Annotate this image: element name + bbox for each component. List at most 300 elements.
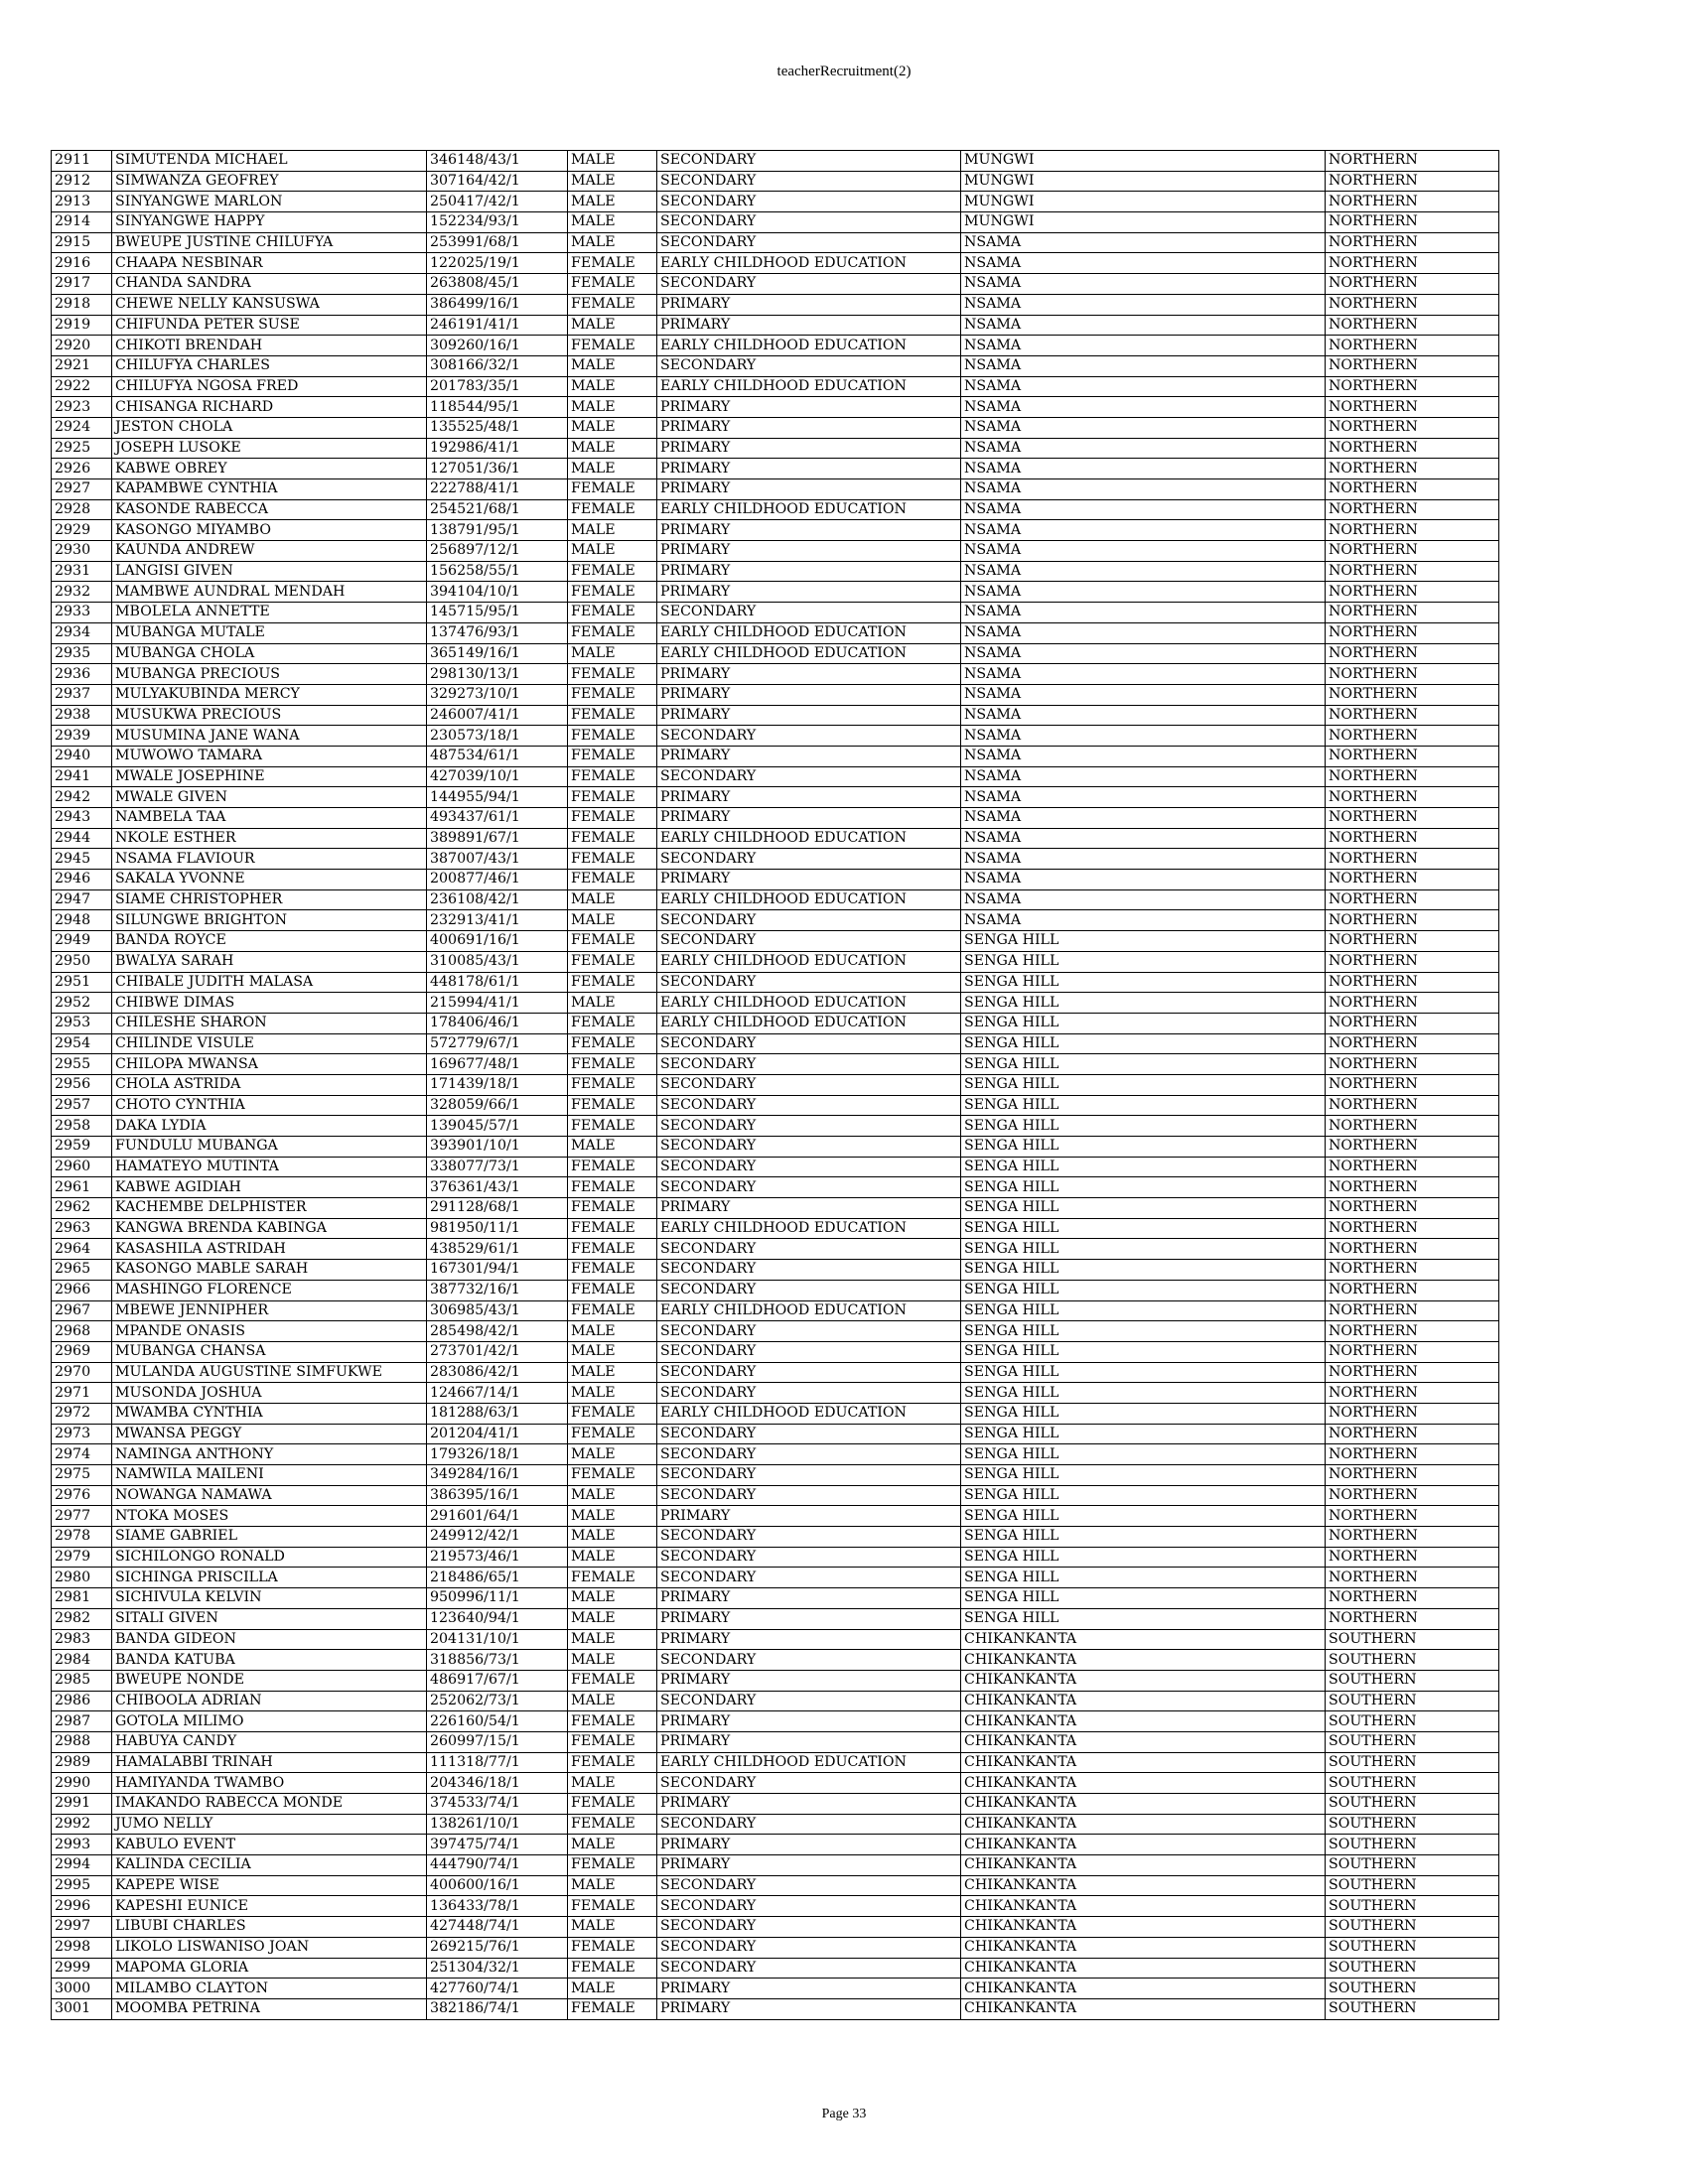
level-cell: EARLY CHILDHOOD EDUCATION — [657, 1013, 961, 1033]
gender-cell: MALE — [568, 417, 657, 438]
nrc-number-cell: 118544/95/1 — [427, 397, 568, 418]
gender-cell: FEMALE — [568, 1218, 657, 1239]
gender-cell: MALE — [568, 1444, 657, 1465]
level-cell: EARLY CHILDHOOD EDUCATION — [657, 993, 961, 1014]
name-cell: JUMO NELLY — [112, 1814, 427, 1835]
table-row — [52, 1280, 1499, 1300]
province-cell: NORTHERN — [1326, 726, 1499, 747]
table-row — [52, 1691, 1499, 1711]
nrc-number-cell: 427760/74/1 — [427, 1979, 568, 1999]
gender-cell: FEMALE — [568, 1731, 657, 1752]
gender-cell: FEMALE — [568, 274, 657, 295]
gender-cell: MALE — [568, 1485, 657, 1506]
row-number-cell: 2960 — [52, 1157, 112, 1177]
province-cell: SOUTHERN — [1326, 1979, 1499, 1999]
level-cell: EARLY CHILDHOOD EDUCATION — [657, 376, 961, 397]
name-cell: MOOMBA PETRINA — [112, 1998, 427, 2019]
name-cell: SICHILONGO RONALD — [112, 1547, 427, 1568]
gender-cell: FEMALE — [568, 951, 657, 972]
gender-cell: FEMALE — [568, 582, 657, 603]
row-number-cell: 2966 — [52, 1280, 112, 1300]
row-number-cell: 2935 — [52, 643, 112, 664]
gender-cell: FEMALE — [568, 479, 657, 500]
table-row — [52, 459, 1499, 479]
district-cell: NSAMA — [961, 910, 1326, 931]
gender-cell: FEMALE — [568, 336, 657, 356]
district-cell: NSAMA — [961, 294, 1326, 315]
table-row — [52, 1424, 1499, 1444]
level-cell: SECONDARY — [657, 1444, 961, 1465]
table-row — [52, 726, 1499, 747]
nrc-number-cell: 250417/42/1 — [427, 192, 568, 212]
province-cell: SOUTHERN — [1326, 1835, 1499, 1855]
level-cell: PRIMARY — [657, 1979, 961, 1999]
district-cell: SENGA HILL — [961, 1444, 1326, 1465]
name-cell: KAPESHI EUNICE — [112, 1896, 427, 1917]
district-cell: SENGA HILL — [961, 1403, 1326, 1424]
level-cell: SECONDARY — [657, 1321, 961, 1342]
gender-cell: MALE — [568, 355, 657, 376]
nrc-number-cell: 201783/35/1 — [427, 376, 568, 397]
row-number-cell: 2922 — [52, 376, 112, 397]
table-row — [52, 603, 1499, 623]
name-cell: MBEWE JENNIPHER — [112, 1300, 427, 1321]
name-cell: BWEUPE JUSTINE CHILUFYA — [112, 232, 427, 253]
nrc-number-cell: 400691/16/1 — [427, 931, 568, 952]
level-cell: EARLY CHILDHOOD EDUCATION — [657, 1403, 961, 1424]
name-cell: BWALYA SARAH — [112, 951, 427, 972]
row-number-cell: 2994 — [52, 1855, 112, 1876]
province-cell: SOUTHERN — [1326, 1691, 1499, 1711]
name-cell: MUBANGA CHOLA — [112, 643, 427, 664]
province-cell: NORTHERN — [1326, 232, 1499, 253]
level-cell: PRIMARY — [657, 1198, 961, 1219]
gender-cell: FEMALE — [568, 1074, 657, 1095]
district-cell: SENGA HILL — [961, 1341, 1326, 1362]
row-number-cell: 2988 — [52, 1731, 112, 1752]
name-cell: KAPEPE WISE — [112, 1875, 427, 1896]
nrc-number-cell: 232913/41/1 — [427, 910, 568, 931]
district-cell: CHIKANKANTA — [961, 1937, 1326, 1958]
nrc-number-cell: 365149/16/1 — [427, 643, 568, 664]
gender-cell: MALE — [568, 1917, 657, 1938]
district-cell: NSAMA — [961, 274, 1326, 295]
table-row — [52, 192, 1499, 212]
table-row — [52, 664, 1499, 685]
row-number-cell: 2950 — [52, 951, 112, 972]
level-cell: EARLY CHILDHOOD EDUCATION — [657, 622, 961, 643]
province-cell: NORTHERN — [1326, 541, 1499, 562]
name-cell: KABULO EVENT — [112, 1835, 427, 1855]
district-cell: SENGA HILL — [961, 951, 1326, 972]
name-cell: NOWANGA NAMAWA — [112, 1485, 427, 1506]
name-cell: KANGWA BRENDA KABINGA — [112, 1218, 427, 1239]
name-cell: SINYANGWE HAPPY — [112, 212, 427, 233]
table-row — [52, 232, 1499, 253]
gender-cell: MALE — [568, 1979, 657, 1999]
table-row — [52, 643, 1499, 664]
table-row — [52, 1362, 1499, 1383]
name-cell: HAMIYANDA TWAMBO — [112, 1773, 427, 1794]
row-number-cell: 2963 — [52, 1218, 112, 1239]
level-cell: PRIMARY — [657, 664, 961, 685]
row-number-cell: 2955 — [52, 1054, 112, 1075]
nrc-number-cell: 144955/94/1 — [427, 787, 568, 808]
gender-cell: MALE — [568, 1608, 657, 1629]
table-row — [52, 1341, 1499, 1362]
district-cell: SENGA HILL — [961, 1280, 1326, 1300]
nrc-number-cell: 152234/93/1 — [427, 212, 568, 233]
name-cell: NAMINGA ANTHONY — [112, 1444, 427, 1465]
nrc-number-cell: 308166/32/1 — [427, 355, 568, 376]
province-cell: SOUTHERN — [1326, 1650, 1499, 1671]
gender-cell: FEMALE — [568, 931, 657, 952]
gender-cell: FEMALE — [568, 622, 657, 643]
level-cell: SECONDARY — [657, 1691, 961, 1711]
name-cell: IMAKANDO RABECCA MONDE — [112, 1794, 427, 1815]
name-cell: DAKA LYDIA — [112, 1116, 427, 1137]
name-cell: BANDA ROYCE — [112, 931, 427, 952]
nrc-number-cell: 444790/74/1 — [427, 1855, 568, 1876]
level-cell: PRIMARY — [657, 294, 961, 315]
table-row — [52, 1711, 1499, 1732]
level-cell: SECONDARY — [657, 1547, 961, 1568]
row-number-cell: 2918 — [52, 294, 112, 315]
gender-cell: FEMALE — [568, 1054, 657, 1075]
province-cell: SOUTHERN — [1326, 1998, 1499, 2019]
level-cell: SECONDARY — [657, 766, 961, 787]
nrc-number-cell: 283086/42/1 — [427, 1362, 568, 1383]
gender-cell: MALE — [568, 1506, 657, 1527]
district-cell: CHIKANKANTA — [961, 1998, 1326, 2019]
table-row — [52, 1383, 1499, 1404]
nrc-number-cell: 256897/12/1 — [427, 541, 568, 562]
name-cell: JESTON CHOLA — [112, 417, 427, 438]
nrc-number-cell: 254521/68/1 — [427, 499, 568, 520]
name-cell: MBOLELA ANNETTE — [112, 603, 427, 623]
province-cell: NORTHERN — [1326, 664, 1499, 685]
gender-cell: FEMALE — [568, 1568, 657, 1588]
district-cell: SENGA HILL — [961, 1157, 1326, 1177]
nrc-number-cell: 427039/10/1 — [427, 766, 568, 787]
gender-cell: MALE — [568, 643, 657, 664]
table-row — [52, 1054, 1499, 1075]
table-row — [52, 171, 1499, 192]
province-cell: NORTHERN — [1326, 582, 1499, 603]
nrc-number-cell: 349284/16/1 — [427, 1465, 568, 1486]
row-number-cell: 2984 — [52, 1650, 112, 1671]
table-row — [52, 1568, 1499, 1588]
level-cell: PRIMARY — [657, 787, 961, 808]
name-cell: CHILINDE VISULE — [112, 1033, 427, 1054]
level-cell: SECONDARY — [657, 1260, 961, 1281]
level-cell: EARLY CHILDHOOD EDUCATION — [657, 253, 961, 274]
nrc-number-cell: 389891/67/1 — [427, 828, 568, 849]
province-cell: SOUTHERN — [1326, 1875, 1499, 1896]
province-cell: NORTHERN — [1326, 993, 1499, 1014]
nrc-number-cell: 124667/14/1 — [427, 1383, 568, 1404]
level-cell: SECONDARY — [657, 355, 961, 376]
nrc-number-cell: 397475/74/1 — [427, 1835, 568, 1855]
row-number-cell: 2992 — [52, 1814, 112, 1835]
level-cell: PRIMARY — [657, 541, 961, 562]
row-number-cell: 2972 — [52, 1403, 112, 1424]
province-cell: NORTHERN — [1326, 1568, 1499, 1588]
level-cell: SECONDARY — [657, 1157, 961, 1177]
province-cell: NORTHERN — [1326, 376, 1499, 397]
table-row — [52, 1403, 1499, 1424]
table-row — [52, 1794, 1499, 1815]
row-number-cell: 2921 — [52, 355, 112, 376]
nrc-number-cell: 393901/10/1 — [427, 1137, 568, 1158]
row-number-cell: 2965 — [52, 1260, 112, 1281]
gender-cell: MALE — [568, 212, 657, 233]
table-row — [52, 705, 1499, 726]
row-number-cell: 2944 — [52, 828, 112, 849]
row-number-cell: 2971 — [52, 1383, 112, 1404]
name-cell: SITALI GIVEN — [112, 1608, 427, 1629]
table-row — [52, 684, 1499, 705]
district-cell: NSAMA — [961, 376, 1326, 397]
gender-cell: MALE — [568, 232, 657, 253]
name-cell: LIBUBI CHARLES — [112, 1917, 427, 1938]
row-number-cell: 2941 — [52, 766, 112, 787]
table-row — [52, 1527, 1499, 1548]
district-cell: CHIKANKANTA — [961, 1855, 1326, 1876]
gender-cell: MALE — [568, 1629, 657, 1650]
district-cell: NSAMA — [961, 232, 1326, 253]
district-cell: SENGA HILL — [961, 1465, 1326, 1486]
district-cell: SENGA HILL — [961, 1527, 1326, 1548]
district-cell: NSAMA — [961, 336, 1326, 356]
name-cell: SIMUTENDA MICHAEL — [112, 151, 427, 172]
province-cell: NORTHERN — [1326, 417, 1499, 438]
province-cell: NORTHERN — [1326, 910, 1499, 931]
name-cell: CHOLA ASTRIDA — [112, 1074, 427, 1095]
district-cell: SENGA HILL — [961, 993, 1326, 1014]
name-cell: MAPOMA GLORIA — [112, 1958, 427, 1979]
level-cell: PRIMARY — [657, 1835, 961, 1855]
level-cell: SECONDARY — [657, 972, 961, 993]
district-cell: NSAMA — [961, 828, 1326, 849]
district-cell: NSAMA — [961, 417, 1326, 438]
level-cell: PRIMARY — [657, 520, 961, 541]
row-number-cell: 2933 — [52, 603, 112, 623]
province-cell: SOUTHERN — [1326, 1855, 1499, 1876]
row-number-cell: 2976 — [52, 1485, 112, 1506]
gender-cell: FEMALE — [568, 294, 657, 315]
district-cell: NSAMA — [961, 315, 1326, 336]
nrc-number-cell: 192986/41/1 — [427, 438, 568, 459]
province-cell: NORTHERN — [1326, 1116, 1499, 1137]
name-cell: CHILUFYA CHARLES — [112, 355, 427, 376]
province-cell: NORTHERN — [1326, 520, 1499, 541]
level-cell: PRIMARY — [657, 705, 961, 726]
row-number-cell: 2983 — [52, 1629, 112, 1650]
level-cell: SECONDARY — [657, 1875, 961, 1896]
gender-cell: MALE — [568, 1137, 657, 1158]
nrc-number-cell: 156258/55/1 — [427, 561, 568, 582]
district-cell: NSAMA — [961, 582, 1326, 603]
table-row — [52, 1917, 1499, 1938]
province-cell: NORTHERN — [1326, 1054, 1499, 1075]
gender-cell: FEMALE — [568, 705, 657, 726]
table-row — [52, 151, 1499, 172]
district-cell: SENGA HILL — [961, 1116, 1326, 1137]
level-cell: SECONDARY — [657, 1773, 961, 1794]
gender-cell: FEMALE — [568, 1998, 657, 2019]
name-cell: MWAMBA CYNTHIA — [112, 1403, 427, 1424]
nrc-number-cell: 269215/76/1 — [427, 1937, 568, 1958]
row-number-cell: 2919 — [52, 315, 112, 336]
level-cell: PRIMARY — [657, 1711, 961, 1732]
name-cell: HABUYA CANDY — [112, 1731, 427, 1752]
level-cell: SECONDARY — [657, 1650, 961, 1671]
table-row — [52, 1979, 1499, 1999]
name-cell: MPANDE ONASIS — [112, 1321, 427, 1342]
province-cell: NORTHERN — [1326, 1074, 1499, 1095]
district-cell: SENGA HILL — [961, 1362, 1326, 1383]
table-row — [52, 1177, 1499, 1198]
province-cell: NORTHERN — [1326, 499, 1499, 520]
province-cell: NORTHERN — [1326, 274, 1499, 295]
level-cell: PRIMARY — [657, 808, 961, 829]
nrc-number-cell: 448178/61/1 — [427, 972, 568, 993]
gender-cell: FEMALE — [568, 1937, 657, 1958]
table-row — [52, 1198, 1499, 1219]
table-row — [52, 541, 1499, 562]
district-cell: NSAMA — [961, 684, 1326, 705]
table-row — [52, 1588, 1499, 1609]
name-cell: SILUNGWE BRIGHTON — [112, 910, 427, 931]
row-number-cell: 2947 — [52, 889, 112, 910]
district-cell: NSAMA — [961, 870, 1326, 890]
district-cell: MUNGWI — [961, 171, 1326, 192]
province-cell: NORTHERN — [1326, 212, 1499, 233]
district-cell: NSAMA — [961, 438, 1326, 459]
row-number-cell: 2962 — [52, 1198, 112, 1219]
level-cell: EARLY CHILDHOOD EDUCATION — [657, 499, 961, 520]
gender-cell: FEMALE — [568, 1157, 657, 1177]
gender-cell: FEMALE — [568, 1855, 657, 1876]
nrc-number-cell: 400600/16/1 — [427, 1875, 568, 1896]
province-cell: SOUTHERN — [1326, 1773, 1499, 1794]
district-cell: SENGA HILL — [961, 1485, 1326, 1506]
gender-cell: FEMALE — [568, 1280, 657, 1300]
table-row — [52, 951, 1499, 972]
province-cell: NORTHERN — [1326, 1527, 1499, 1548]
nrc-number-cell: 204131/10/1 — [427, 1629, 568, 1650]
province-cell: NORTHERN — [1326, 1033, 1499, 1054]
nrc-number-cell: 215994/41/1 — [427, 993, 568, 1014]
gender-cell: MALE — [568, 459, 657, 479]
table-row — [52, 787, 1499, 808]
row-number-cell: 2990 — [52, 1773, 112, 1794]
table-row — [52, 376, 1499, 397]
nrc-number-cell: 394104/10/1 — [427, 582, 568, 603]
nrc-number-cell: 111318/77/1 — [427, 1752, 568, 1773]
table-row — [52, 520, 1499, 541]
table-row — [52, 1506, 1499, 1527]
level-cell: SECONDARY — [657, 1937, 961, 1958]
table-row — [52, 1116, 1499, 1137]
gender-cell: MALE — [568, 1650, 657, 1671]
gender-cell: FEMALE — [568, 808, 657, 829]
nrc-number-cell: 438529/61/1 — [427, 1239, 568, 1260]
row-number-cell: 2920 — [52, 336, 112, 356]
name-cell: SIAME GABRIEL — [112, 1527, 427, 1548]
gender-cell: MALE — [568, 151, 657, 172]
district-cell: NSAMA — [961, 664, 1326, 685]
name-cell: NTOKA MOSES — [112, 1506, 427, 1527]
table-row — [52, 561, 1499, 582]
name-cell: CHIKOTI BRENDAH — [112, 336, 427, 356]
nrc-number-cell: 260997/15/1 — [427, 1731, 568, 1752]
table-row — [52, 1300, 1499, 1321]
level-cell: SECONDARY — [657, 1465, 961, 1486]
province-cell: NORTHERN — [1326, 1013, 1499, 1033]
province-cell: NORTHERN — [1326, 972, 1499, 993]
row-number-cell: 2993 — [52, 1835, 112, 1855]
district-cell: SENGA HILL — [961, 1013, 1326, 1033]
nrc-number-cell: 200877/46/1 — [427, 870, 568, 890]
level-cell: SECONDARY — [657, 1917, 961, 1938]
name-cell: CHEWE NELLY KANSUSWA — [112, 294, 427, 315]
name-cell: LANGISI GIVEN — [112, 561, 427, 582]
name-cell: NSAMA FLAVIOUR — [112, 849, 427, 870]
district-cell: SENGA HILL — [961, 1054, 1326, 1075]
nrc-number-cell: 246007/41/1 — [427, 705, 568, 726]
level-cell: SECONDARY — [657, 1896, 961, 1917]
level-cell: SECONDARY — [657, 1383, 961, 1404]
gender-cell: MALE — [568, 1875, 657, 1896]
row-number-cell: 2987 — [52, 1711, 112, 1732]
district-cell: MUNGWI — [961, 212, 1326, 233]
province-cell: NORTHERN — [1326, 828, 1499, 849]
row-number-cell: 2914 — [52, 212, 112, 233]
district-cell: CHIKANKANTA — [961, 1752, 1326, 1773]
nrc-number-cell: 298130/13/1 — [427, 664, 568, 685]
nrc-number-cell: 139045/57/1 — [427, 1116, 568, 1137]
nrc-number-cell: 387732/16/1 — [427, 1280, 568, 1300]
name-cell: SIMWANZA GEOFREY — [112, 171, 427, 192]
nrc-number-cell: 204346/18/1 — [427, 1773, 568, 1794]
gender-cell: FEMALE — [568, 1752, 657, 1773]
province-cell: SOUTHERN — [1326, 1752, 1499, 1773]
name-cell: CHOTO CYNTHIA — [112, 1095, 427, 1116]
gender-cell: FEMALE — [568, 828, 657, 849]
name-cell: MULYAKUBINDA MERCY — [112, 684, 427, 705]
name-cell: CHILUFYA NGOSA FRED — [112, 376, 427, 397]
nrc-number-cell: 169677/48/1 — [427, 1054, 568, 1075]
table-row — [52, 828, 1499, 849]
name-cell: JOSEPH LUSOKE — [112, 438, 427, 459]
district-cell: NSAMA — [961, 561, 1326, 582]
name-cell: KAUNDA ANDREW — [112, 541, 427, 562]
row-number-cell: 2954 — [52, 1033, 112, 1054]
table-row — [52, 1218, 1499, 1239]
nrc-number-cell: 285498/42/1 — [427, 1321, 568, 1342]
name-cell: MASHINGO FLORENCE — [112, 1280, 427, 1300]
level-cell: SECONDARY — [657, 151, 961, 172]
province-cell: NORTHERN — [1326, 1403, 1499, 1424]
table-row — [52, 1752, 1499, 1773]
row-number-cell: 2913 — [52, 192, 112, 212]
row-number-cell: 2978 — [52, 1527, 112, 1548]
table-row — [52, 1773, 1499, 1794]
level-cell: PRIMARY — [657, 1998, 961, 2019]
gender-cell: FEMALE — [568, 1403, 657, 1424]
